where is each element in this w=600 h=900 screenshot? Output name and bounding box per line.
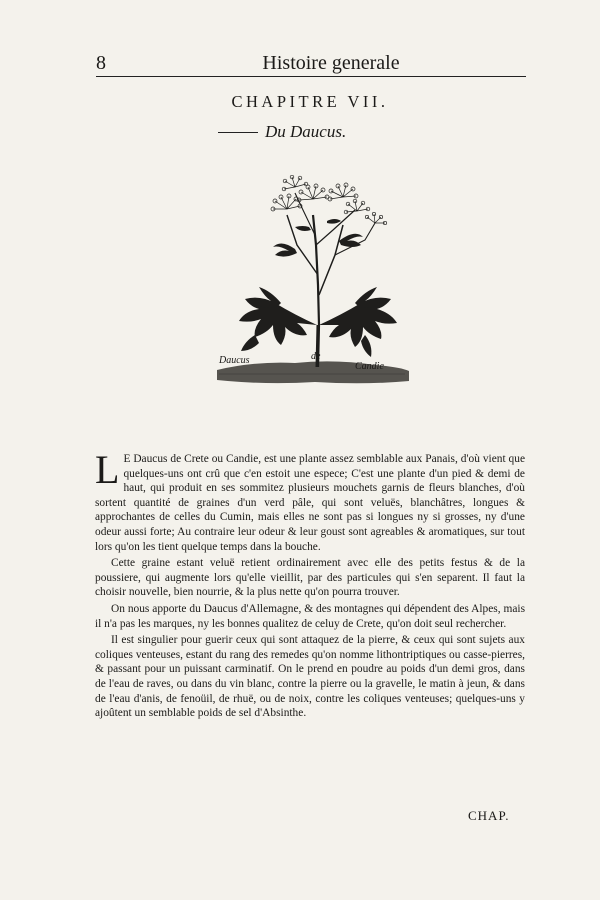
chapter-title: CHAPITRE VII. — [231, 92, 389, 111]
plate-caption-right: Candie — [355, 361, 384, 372]
page-number: 8 — [96, 52, 106, 74]
paragraph-1-text: E Daucus de Crete ou Candie, est une plante assez semblable aux Panais, d'où vient que quelques-uns ont crû que c'en estoit une espece; C'est une plante d'un pied & demi de haut, qui produit en ses sommitez plusieurs mouchets garnis de fleurs blanches, d'où sortent quantité de graines d'un verd pâle, qui sont veluës, blanchâtres, longues & approchantes de celles du Cumin, mais elles ne sont pas si longues ny si grosses, ny d'une odeur aussi forte; Au contraire leur odeur & leur goust sont agreables & aromatiques, sur tout lors qu'on les tient quelque temps dans la bouche. — [95, 453, 525, 553]
chapter-body — [95, 447, 525, 721]
running-title: Histoire generale — [262, 52, 400, 74]
catchword: CHAP. — [468, 808, 510, 823]
page-header — [96, 50, 526, 77]
section-title: Du Daucus. — [265, 122, 347, 141]
paragraph-1 — [95, 447, 525, 554]
plate-caption-left: Daucus — [219, 355, 250, 366]
drop-cap: L — [95, 447, 120, 492]
paragraph-2: Cette graine estant veluë retient ordinairement avec elle des petits festus & de la poussiere, qui augmente lors qu'elle vieillit, par des particules qui s'en separent. Il faut la choisir nouvelle, bien nourrie, & la plus nette qu'on pourra trouver. — [95, 557, 525, 599]
paragraph-4: Il est singulier pour guerir ceux qui sont attaquez de la pierre, & ceux qui sont sujets aux coliques venteuses, estant du rang des remedes qu'on nomme lithontriptiques ou casse-pierres, & passant pour un puissant carminatif. On le prend en poudre au poids d'un demi gros, dans de l'eau de raves, ou dans du vin blanc, contre la pierre ou la gravelle, le matin à jeun, & dans de l'eau d'anis, de fenoüil, de rhuë, ou de noix, contre les coliques venteuses; quelques-uns y ajoûtent un semblable poids de sel d'Absinthe. — [95, 634, 525, 720]
paragraph-3: On nous apporte du Daucus d'Allemagne, & des montagnes qui dépendent des Alpes, mais il n'a pas les marques, ny les bonnes qualitez de celuy de Crete, qu'on doit seul rechercher. — [95, 602, 525, 630]
plate-caption-mid: de — [311, 351, 321, 362]
section-rule — [218, 132, 258, 133]
